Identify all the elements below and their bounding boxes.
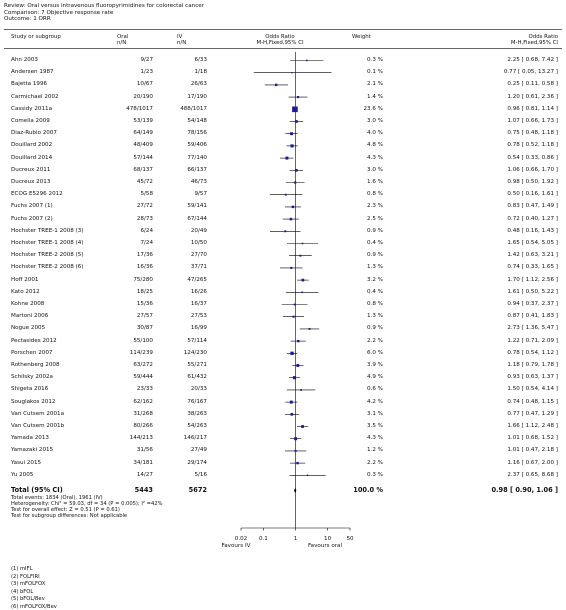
study-name: Souglakos 2012: [11, 398, 56, 405]
oral-events: 68/137: [133, 166, 153, 173]
study-name: Douillard 2014: [11, 154, 53, 161]
study-marker: [302, 279, 305, 282]
study-ci: 0.77 [ 0.05, 13.27 ]: [503, 69, 558, 76]
study-weight: 0.9 %: [367, 252, 383, 259]
heterogeneity: Heterogeneity: Chi² = 59.03, df = 34 (P = 0.005); I² =42%: [11, 501, 163, 507]
total-events: Total events: 1834 (Oral), 1961 (IV): [11, 495, 103, 501]
total-iv: 5672: [188, 486, 207, 494]
col-weight-header: Weight: [352, 34, 371, 40]
study-weight: 2.2 %: [367, 337, 383, 344]
study-name: Yamazaki 2015: [11, 447, 54, 454]
study-weight: 4.8 %: [367, 142, 383, 149]
iv-events: 20/49: [190, 227, 207, 234]
oral-events: 1/23: [140, 69, 153, 76]
oral-events: 28/73: [136, 215, 153, 222]
study-name: Van Cutsem 2001b: [11, 423, 65, 429]
subgroup-differences: Test for subgroup differences: Not applicable: [11, 513, 128, 519]
oral-events: 53/139: [133, 118, 153, 124]
study-weight: 2.1 %: [367, 81, 383, 88]
oral-events: 5/58: [140, 191, 153, 198]
study-weight: 23.6 %: [363, 105, 383, 112]
study-marker: [306, 60, 308, 62]
study-weight: 3.5 %: [367, 423, 383, 429]
study-ci: 0.72 [ 0.40, 1.27 ]: [507, 215, 558, 222]
study-marker: [292, 206, 294, 208]
study-marker: [293, 376, 296, 379]
study-ci: 1.65 [ 0.54, 5.05 ]: [507, 240, 558, 246]
col-or-text-subheader: M-H,Fixed,95% CI: [510, 40, 558, 46]
col-oral-subheader: n/N: [117, 40, 127, 46]
study-ci: 1.20 [ 0.61, 2.36 ]: [507, 93, 558, 100]
study-marker: [295, 450, 297, 452]
iv-events: 61/432: [187, 374, 207, 381]
study-weight: 0.3 %: [367, 57, 383, 63]
study-weight: 0.6 %: [367, 386, 383, 393]
study-name: Hoff 2001: [11, 276, 39, 283]
study-marker: [284, 230, 286, 232]
study-ci: 1.07 [ 0.66, 1.73 ]: [507, 118, 558, 124]
iv-events: 9/57: [194, 191, 207, 198]
study-name: Hochster TREE-1 2008 (3): [11, 227, 84, 234]
oral-events: 64/149: [133, 130, 153, 137]
study-marker: [301, 291, 303, 293]
study-name: Cassidy 2011a: [11, 105, 53, 112]
iv-events: 66/137: [187, 166, 207, 173]
iv-events: 37/71: [190, 264, 207, 271]
iv-events: 76/167: [187, 398, 207, 405]
oral-events: 80/266: [133, 423, 153, 429]
iv-events: 27/53: [190, 313, 207, 320]
study-name: Yamada 2013: [11, 435, 49, 442]
study-marker: [295, 120, 298, 123]
study-name: Douillard 2002: [11, 142, 53, 149]
oral-events: 59/444: [133, 374, 153, 381]
iv-events: 27/49: [190, 447, 207, 454]
total-oral: 5443: [134, 486, 153, 494]
study-weight: 3.0 %: [367, 118, 383, 124]
col-iv-subheader: n/N: [177, 40, 187, 46]
oral-events: 114/239: [129, 349, 153, 356]
study-name: Martoni 2006: [11, 313, 49, 320]
iv-events: 6/33: [194, 57, 207, 63]
col-oral-header: Oral: [117, 34, 129, 40]
study-ci: 1.01 [ 0.47, 2.18 ]: [507, 447, 558, 454]
iv-events: 488/1017: [180, 105, 207, 112]
total-ci: 0.98 [ 0.90, 1.06 ]: [491, 486, 558, 494]
study-marker: [290, 267, 292, 269]
study-ci: 0.83 [ 0.47, 1.49 ]: [507, 203, 558, 210]
pooled-diamond: [294, 488, 296, 493]
study-ci: 1.16 [ 0.67, 2.00 ]: [507, 459, 558, 466]
study-name: Yasui 2015: [11, 459, 42, 466]
oral-events: 48/409: [133, 142, 153, 149]
study-weight: 1.2 %: [367, 447, 383, 454]
iv-events: 10/50: [190, 240, 207, 246]
iv-events: 38/263: [187, 410, 207, 417]
oral-events: 18/25: [136, 288, 153, 295]
iv-events: 1/18: [194, 69, 207, 76]
oral-events: 34/181: [133, 459, 153, 466]
oral-events: 478/1017: [126, 105, 153, 112]
study-name: Shigeta 2016: [11, 386, 49, 393]
footnote: (3) mFOLFOX: [11, 581, 46, 588]
oral-events: 14/27: [136, 471, 153, 478]
study-weight: 4.0 %: [367, 130, 383, 137]
study-ci: 0.54 [ 0.33, 0.86 ]: [507, 154, 558, 161]
study-ci: 1.01 [ 0.68, 1.52 ]: [507, 435, 558, 442]
footnote: (6) mFOLFOX/Bev: [11, 604, 57, 610]
study-marker: [300, 389, 302, 391]
oral-events: 15/36: [136, 301, 153, 307]
oral-events: 57/144: [133, 154, 153, 161]
oral-events: 27/72: [136, 203, 153, 210]
iv-events: 27/70: [190, 252, 207, 259]
footnote: (4) bFOL: [11, 588, 34, 595]
iv-events: 47/265: [187, 276, 207, 283]
study-ci: 1.18 [ 0.79, 1.78 ]: [507, 362, 558, 368]
study-ci: 0.87 [ 0.41, 1.83 ]: [507, 313, 558, 320]
study-marker: [296, 462, 298, 464]
iv-events: 59/141: [187, 203, 207, 210]
study-name: Pectasides 2012: [11, 337, 57, 344]
study-marker: [297, 340, 299, 342]
study-marker: [290, 218, 293, 221]
axis-tick-label: 50: [346, 536, 354, 542]
study-name: Hochster TREE-2 2008 (5): [11, 252, 84, 259]
study-weight: 0.9 %: [367, 325, 383, 332]
comparison-title: Comparison: 7 Objective response rate: [4, 9, 114, 16]
study-marker: [275, 84, 277, 86]
study-ci: 0.78 [ 0.52, 1.18 ]: [507, 142, 558, 149]
study-marker: [301, 425, 304, 428]
oral-events: 7/24: [140, 240, 153, 246]
study-weight: 1.4 %: [367, 93, 383, 100]
study-name: Hochster TREE-2 2008 (6): [11, 264, 84, 271]
study-weight: 4.2 %: [367, 398, 383, 405]
study-weight: 0.4 %: [367, 240, 383, 246]
study-weight: 0.8 %: [367, 301, 383, 307]
oral-events: 9/27: [140, 57, 153, 63]
axis-tick-label: 0.02: [234, 536, 248, 542]
study-name: Rothenberg 2008: [11, 362, 60, 368]
study-weight: 0.4 %: [367, 288, 383, 295]
study-marker: [302, 243, 304, 245]
study-name: Schilsky 2002a: [11, 374, 53, 381]
study-weight: 1.3 %: [367, 313, 383, 320]
study-ci: 0.50 [ 0.16, 1.61 ]: [507, 191, 558, 198]
iv-events: 46/73: [190, 179, 207, 185]
study-ci: 1.61 [ 0.50, 5.22 ]: [507, 288, 558, 295]
oral-events: 31/268: [133, 410, 153, 417]
iv-events: 57/114: [187, 337, 207, 344]
iv-events: 26/63: [190, 81, 207, 88]
study-weight: 3.1 %: [367, 410, 383, 417]
study-name: Ducreux 2013: [11, 179, 51, 185]
oral-events: 45/72: [136, 179, 153, 185]
study-marker: [294, 437, 297, 440]
study-marker: [285, 194, 287, 196]
footnote: (5) bFOL/Bev: [11, 596, 45, 603]
study-marker: [309, 328, 311, 330]
oral-events: 16/36: [136, 264, 153, 271]
study-ci: 0.78 [ 0.54, 1.12 ]: [507, 349, 558, 356]
col-or-text-header: Odds Ratio: [528, 34, 558, 40]
study-weight: 2.3 %: [367, 203, 383, 210]
review-title: Review: Oral versus intravenous fluoropyrimidines for colorectal cancer: [4, 3, 205, 9]
total-weight: 100.0 %: [353, 486, 383, 494]
study-ci: 1.06 [ 0.66, 1.70 ]: [507, 166, 558, 173]
study-name: Ducreux 2011: [11, 166, 51, 173]
study-marker: [295, 169, 298, 172]
study-weight: 2.5 %: [367, 215, 383, 222]
axis-tick-label: 1: [293, 536, 298, 542]
study-weight: 2.2 %: [367, 459, 383, 466]
iv-events: 146/217: [183, 435, 207, 442]
study-ci: 0.98 [ 0.50, 1.92 ]: [507, 179, 558, 185]
iv-events: 54/148: [187, 118, 207, 124]
oral-events: 6/24: [140, 227, 153, 234]
study-weight: 6.0 %: [367, 349, 383, 356]
footnote: (2) FOLFIRI: [11, 573, 40, 580]
study-ci: 1.42 [ 0.63, 3.21 ]: [507, 252, 558, 259]
study-weight: 1.3 %: [367, 264, 383, 271]
study-weight: 0.3 %: [367, 471, 383, 478]
iv-events: 78/156: [187, 130, 207, 137]
study-ci: 2.73 [ 1.36, 5.47 ]: [507, 325, 558, 332]
footnote: (1) mIFL: [11, 566, 33, 572]
col-or-plot-header: Odds Ratio: [265, 34, 295, 40]
iv-events: 59/406: [187, 142, 207, 149]
iv-events: 124/230: [183, 349, 207, 356]
study-ci: 0.74 [ 0.48, 1.15 ]: [507, 398, 558, 405]
oral-events: 75/280: [133, 276, 153, 283]
oral-events: 27/57: [136, 313, 153, 320]
oral-events: 62/162: [133, 398, 153, 405]
study-marker: [294, 304, 296, 306]
study-name: Hochster TREE-1 2008 (4): [11, 240, 84, 246]
col-study-header: Study or subgroup: [11, 34, 61, 40]
study-ci: 0.93 [ 0.63, 1.37 ]: [507, 374, 558, 381]
study-name: Van Cutsem 2001a: [11, 410, 65, 417]
iv-events: 55/271: [187, 362, 207, 368]
oral-events: 63/272: [133, 362, 153, 368]
iv-events: 67/144: [187, 215, 207, 222]
oral-events: 20/190: [133, 93, 153, 100]
study-ci: 0.74 [ 0.33, 1.65 ]: [507, 264, 558, 271]
study-name: Kohne 2008: [11, 301, 45, 307]
axis-tick-label: 10: [324, 536, 332, 542]
study-marker: [290, 401, 293, 404]
oral-events: 23/33: [136, 386, 153, 393]
study-marker: [290, 144, 293, 147]
iv-events: 54/263: [187, 423, 207, 429]
study-marker: [290, 132, 293, 135]
study-ci: 0.48 [ 0.16, 1.43 ]: [507, 227, 558, 234]
study-name: Fuchs 2007 (2): [11, 215, 53, 222]
study-marker: [299, 255, 301, 257]
study-name: Ahn 2003: [11, 57, 38, 63]
study-name: ECOG E5296 2012: [11, 191, 63, 198]
study-ci: 1.66 [ 1.12, 2.48 ]: [507, 423, 558, 429]
iv-events: 77/140: [187, 154, 207, 161]
study-ci: 0.94 [ 0.37, 2.37 ]: [507, 301, 558, 307]
study-marker: [296, 364, 299, 367]
study-marker: [291, 413, 294, 416]
iv-events: 29/174: [187, 459, 207, 466]
study-name: Bajetta 1996: [11, 81, 48, 88]
study-weight: 0.8 %: [367, 191, 383, 198]
oral-events: 55/100: [133, 337, 153, 344]
study-marker: [293, 316, 295, 318]
study-weight: 3.0 %: [367, 166, 383, 173]
study-ci: 0.75 [ 0.48, 1.18 ]: [507, 130, 558, 137]
study-name: Nogue 2005: [11, 325, 46, 332]
study-ci: 1.50 [ 0.54, 4.14 ]: [507, 386, 558, 393]
study-name: Andersen 1987: [11, 69, 54, 76]
study-name: Kato 2012: [11, 288, 40, 295]
study-ci: 0.96 [ 0.81, 1.14 ]: [507, 105, 558, 112]
iv-events: 20/33: [190, 386, 207, 393]
oral-events: 144/213: [129, 435, 153, 442]
study-name: Yu 2005: [11, 471, 34, 478]
study-marker: [290, 352, 293, 355]
iv-events: 16/26: [190, 288, 207, 295]
iv-events: 16/37: [190, 301, 207, 307]
oral-events: 31/56: [136, 447, 153, 454]
study-weight: 3.2 %: [367, 276, 383, 283]
study-weight: 4.9 %: [367, 374, 383, 381]
study-weight: 4.3 %: [367, 154, 383, 161]
study-weight: 1.6 %: [367, 179, 383, 185]
study-ci: 1.70 [ 1.12, 2.56 ]: [507, 276, 558, 283]
oral-events: 10/67: [136, 81, 153, 88]
iv-events: 16/99: [190, 325, 207, 332]
oral-events: 17/36: [136, 252, 153, 259]
study-name: Comella 2009: [11, 118, 50, 124]
iv-events: 17/190: [187, 93, 207, 100]
study-name: Diaz-Rubio 2007: [11, 130, 57, 137]
col-iv-header: IV: [177, 34, 183, 40]
oral-events: 30/87: [136, 325, 153, 332]
study-marker: [291, 72, 292, 73]
total-label: Total (95% CI): [11, 486, 63, 494]
study-weight: 0.1 %: [367, 69, 383, 76]
axis-tick-label: 0.1: [258, 536, 268, 542]
favours-iv-label: Favours IV: [221, 543, 251, 549]
study-weight: 4.3 %: [367, 435, 383, 442]
study-weight: 3.9 %: [367, 362, 383, 368]
study-name: Fuchs 2007 (1): [11, 203, 53, 210]
study-name: Porschen 2007: [11, 349, 53, 356]
study-ci: 0.77 [ 0.47, 1.29 ]: [507, 410, 558, 417]
study-marker: [297, 96, 299, 98]
study-marker: [307, 475, 309, 477]
study-marker: [294, 181, 296, 183]
favours-oral-label: Favours oral: [307, 543, 343, 549]
study-ci: 1.22 [ 0.71, 2.09 ]: [507, 337, 558, 344]
study-weight: 0.9 %: [367, 227, 383, 234]
study-name: Carmichael 2002: [11, 93, 59, 100]
iv-events: 5/16: [194, 471, 207, 478]
study-ci: 2.25 [ 0.68, 7.42 ]: [507, 57, 558, 63]
study-ci: 2.37 [ 0.65, 8.68 ]: [507, 471, 558, 478]
col-or-plot-subheader: M-H,Fixed,95% CI: [256, 40, 304, 46]
outcome-title: Outcome: 1 ORR: [4, 16, 51, 22]
study-marker: [285, 157, 288, 160]
overall-effect: Test for overall effect: Z = 0.51 (P = 0.61): [11, 507, 120, 513]
study-ci: 0.25 [ 0.11, 0.58 ]: [507, 81, 558, 88]
study-marker: [292, 106, 298, 112]
